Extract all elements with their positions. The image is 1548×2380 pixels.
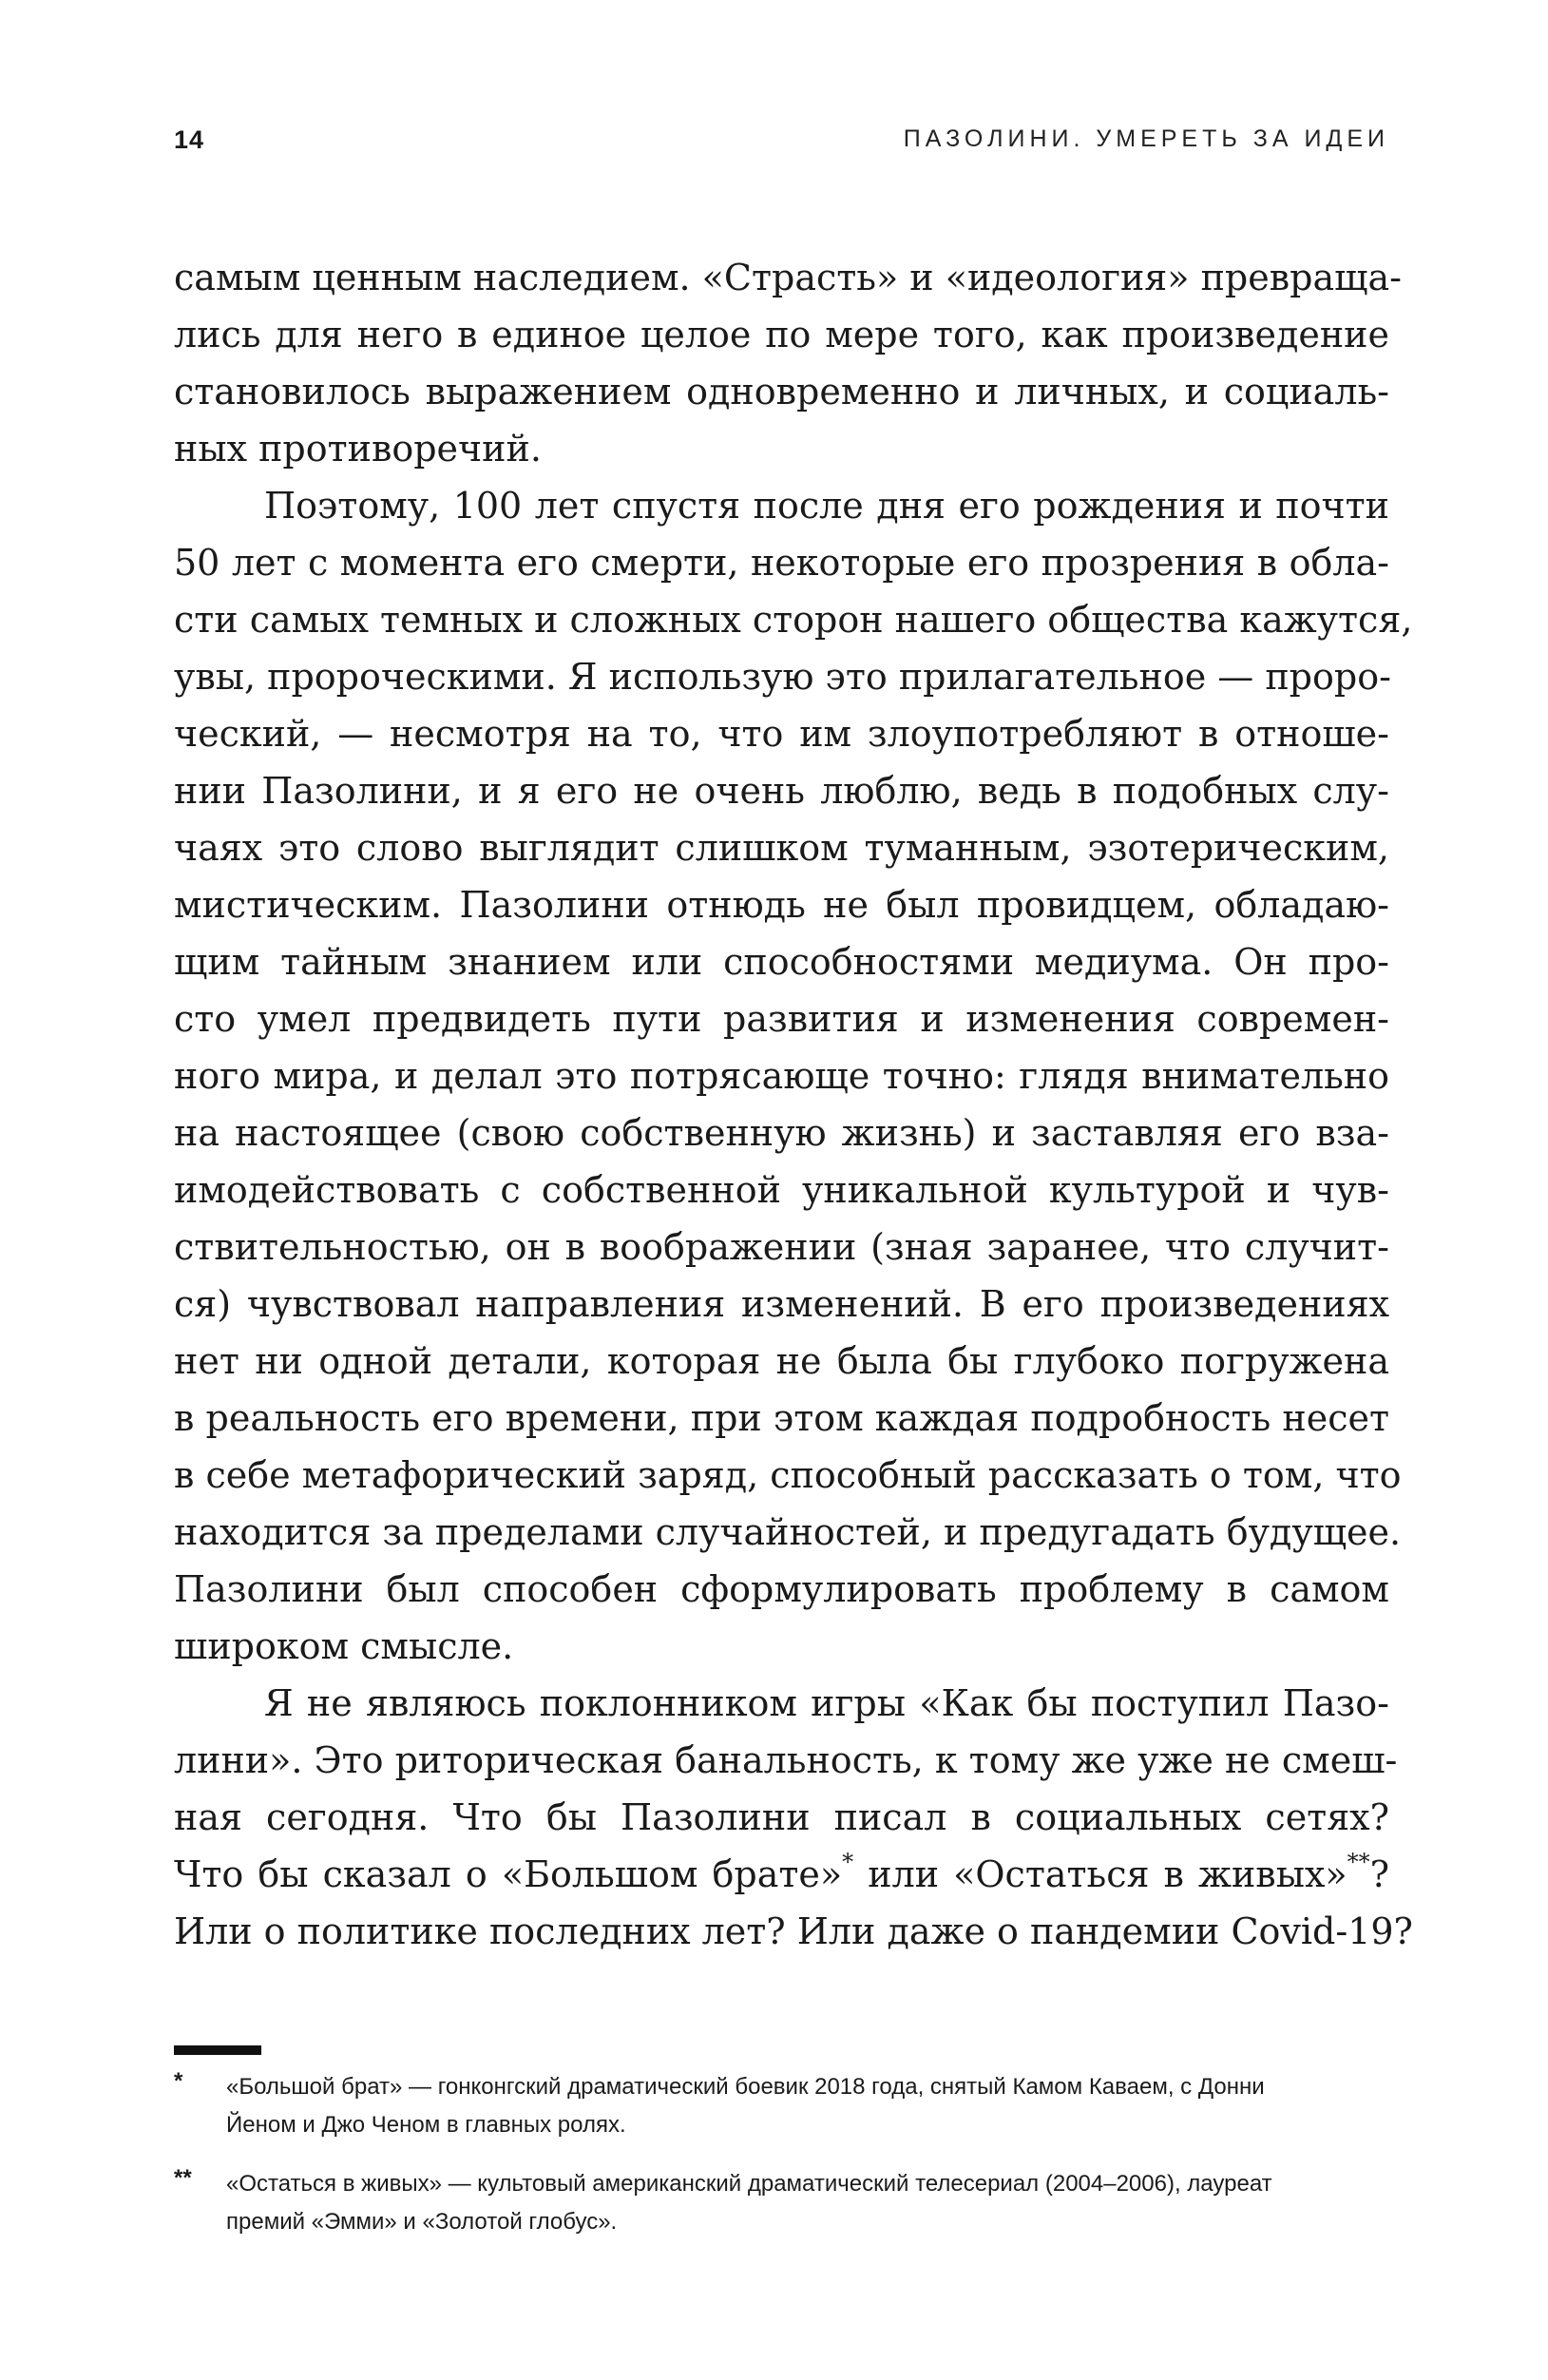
text-line: нии Пазолини, и я его не очень люблю, ведь в подобных слу- [174,770,1389,812]
text-line: Я не являюсь поклонником игры «Как бы поступил Пазо- [264,1682,1389,1724]
text-line: ного мира, и делал это потрясающе точно: глядя внимательно [174,1055,1389,1097]
text-line: сти самых темных и сложных сторон нашего общества кажутся, [174,599,1413,641]
page-number: 14 [174,125,205,154]
footnote-text-line: «Большой брат» — гонконгский драматический боевик 2018 года, снятый Камом Каваем, с Донни [226,2074,1265,2100]
text-line: ная сегодня. Что бы Пазолини писал в социальных сетях? [174,1796,1389,1838]
footnote-ref-2[interactable]: ** [1347,1849,1370,1876]
text-line-with-footnote-refs [174,1846,1389,1903]
text-line: лини». Это риторическая банальность, к тому же уже не смеш- [174,1739,1398,1781]
text-line: 50 лет с момента его смерти, некоторые его прозрения в обла- [174,542,1389,584]
text-line: в реальность его времени, при этом каждая подробность несет [174,1397,1389,1439]
text-line: широком смысле. [174,1625,514,1667]
text-line: ческий, — несмотря на то, что им злоупотребляют в отноше- [174,713,1389,755]
text-fragment: ? [1369,1853,1390,1895]
text-fragment: Что бы сказал о «Большом брате» [174,1853,843,1895]
text-line: Или о политике последних лет? Или даже о пандемии Covid-19? [174,1910,1413,1952]
footnote-text-line: «Остаться в живых» — культовый американский драматический телесериал (2004–2006), лауреат [226,2171,1272,2197]
text-line: ствительностью, он в воображении (зная заранее, что случит- [174,1226,1389,1268]
text-line: щим тайным знанием или способностями медиума. Он про- [174,941,1389,983]
footnote-text-line: Йеном и Джо Ченом в главных ролях. [226,2112,626,2138]
running-title: ПАЗОЛИНИ. УМЕРЕТЬ ЗА ИДЕИ [903,125,1389,152]
text-line: ных противоречий. [174,428,542,470]
text-fragment: или «Остаться в живых» [853,1853,1347,1895]
text-line: сто умел предвидеть пути развития и изменения современ- [174,998,1389,1040]
text-line: Поэтому, 100 лет спустя после дня его рождения и почти [264,485,1389,527]
text-line: самым ценным наследием. «Страсть» и «идеология» превраща- [174,257,1402,298]
footnote-ref-1[interactable]: * [842,1849,854,1876]
text-line: ся) чувствовал направления изменений. В его произведениях [174,1283,1389,1325]
running-header [174,125,1389,163]
text-line: увы, пророческими. Я использую это прилагательное — проро- [174,656,1391,698]
text-line: в себе метафорический заряд, способный рассказать о том, что [174,1454,1402,1496]
text-line: находится за пределами случайностей, и предугадать будущее. [174,1511,1402,1553]
text-line: становилось выражением одновременно и личных, и социаль- [174,371,1389,413]
footnote-mark: * [174,2068,183,2094]
text-line: мистическим. Пазолини отнюдь не был провидцем, обладаю- [174,884,1389,926]
footnote-mark: ** [174,2165,192,2191]
text-line: лись для него в единое целое по мере того, как произведение [174,314,1389,355]
text-line: нет ни одной детали, которая не была бы глубоко погружена [174,1340,1389,1382]
text-line: Пазолини был способен сформулировать проблему в самом [174,1568,1389,1610]
footnote-text-line: премий «Эмми» и «Золотой глобус». [226,2209,618,2235]
text-line: чаях это слово выглядит слишком туманным, эзотерическим, [174,827,1389,869]
footnote-separator [174,2045,261,2055]
text-line: имодействовать с собственной уникальной культурой и чув- [174,1169,1389,1211]
text-line: на настоящее (свою собственную жизнь) и заставляя его вза- [174,1112,1389,1154]
